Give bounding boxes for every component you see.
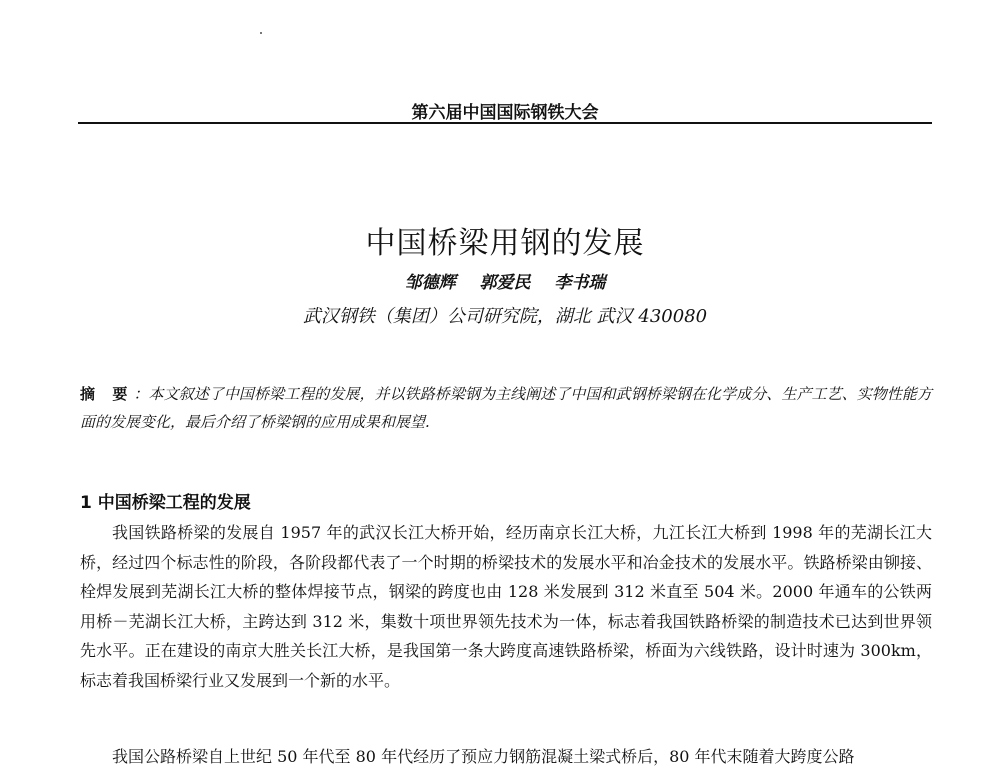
author-name: 邹德辉 [404, 273, 456, 293]
running-header: 第六届中国国际钢铁大会 [411, 103, 599, 123]
abstract-label: 摘 要 [80, 385, 134, 403]
author-affiliation: 武汉钢铁（集团）公司研究院，湖北 武汉 430080 [302, 306, 708, 327]
author-name: 李书瑞 [554, 273, 606, 293]
section-heading: 1 中国桥梁工程的发展 [80, 493, 251, 513]
abstract-text: ：本文叙述了中国桥梁工程的发展，并以铁路桥梁钢为主线阐述了中国和武钢桥梁钢在化学成分、生产工艺、实物性能方面的发展变化，最后介绍了桥梁钢的应用成果和展望. [80, 385, 932, 431]
scan-speck [260, 32, 262, 34]
body-paragraph: 我国铁路桥梁的发展自 1957 年的武汉长江大桥开始，经历南京长江大桥，九江长江大桥到 1998 年的芜湖长江大桥，经过四个标志性的阶段，各阶段都代表了一个时期的桥梁技术的发展水平和冶金技术的发展水平。铁路桥梁由铆接、栓焊发展到芜湖长江大桥的整体焊接节点，钢梁的跨度也由 128 米发展到 312 米直至 504 米。2000 年通车的公铁两用桥－芜湖长江大桥，主跨达到 312 米，集数十项世界领先技术为一体，标志着我国铁路桥梁的制造技术已达到世界领先水平。正在建设的南京大胜关长江大桥，是我国第一条大跨度高速铁路桥梁，桥面为六线铁路，设计时速为 300km，标志着我国桥梁行业又发展到一个新的水平。 [80, 523, 932, 690]
body-paragraph: 我国公路桥梁自上世纪 50 年代至 80 年代经历了预应力钢筋混凝土梁式桥后，80 年代末随着大跨度公路 [112, 747, 855, 766]
paper-title: 中国桥梁用钢的发展 [365, 226, 645, 262]
header-rule [78, 122, 932, 124]
author-list [78, 268, 932, 293]
author-name: 郭爱民 [479, 273, 531, 293]
abstract [80, 380, 932, 436]
